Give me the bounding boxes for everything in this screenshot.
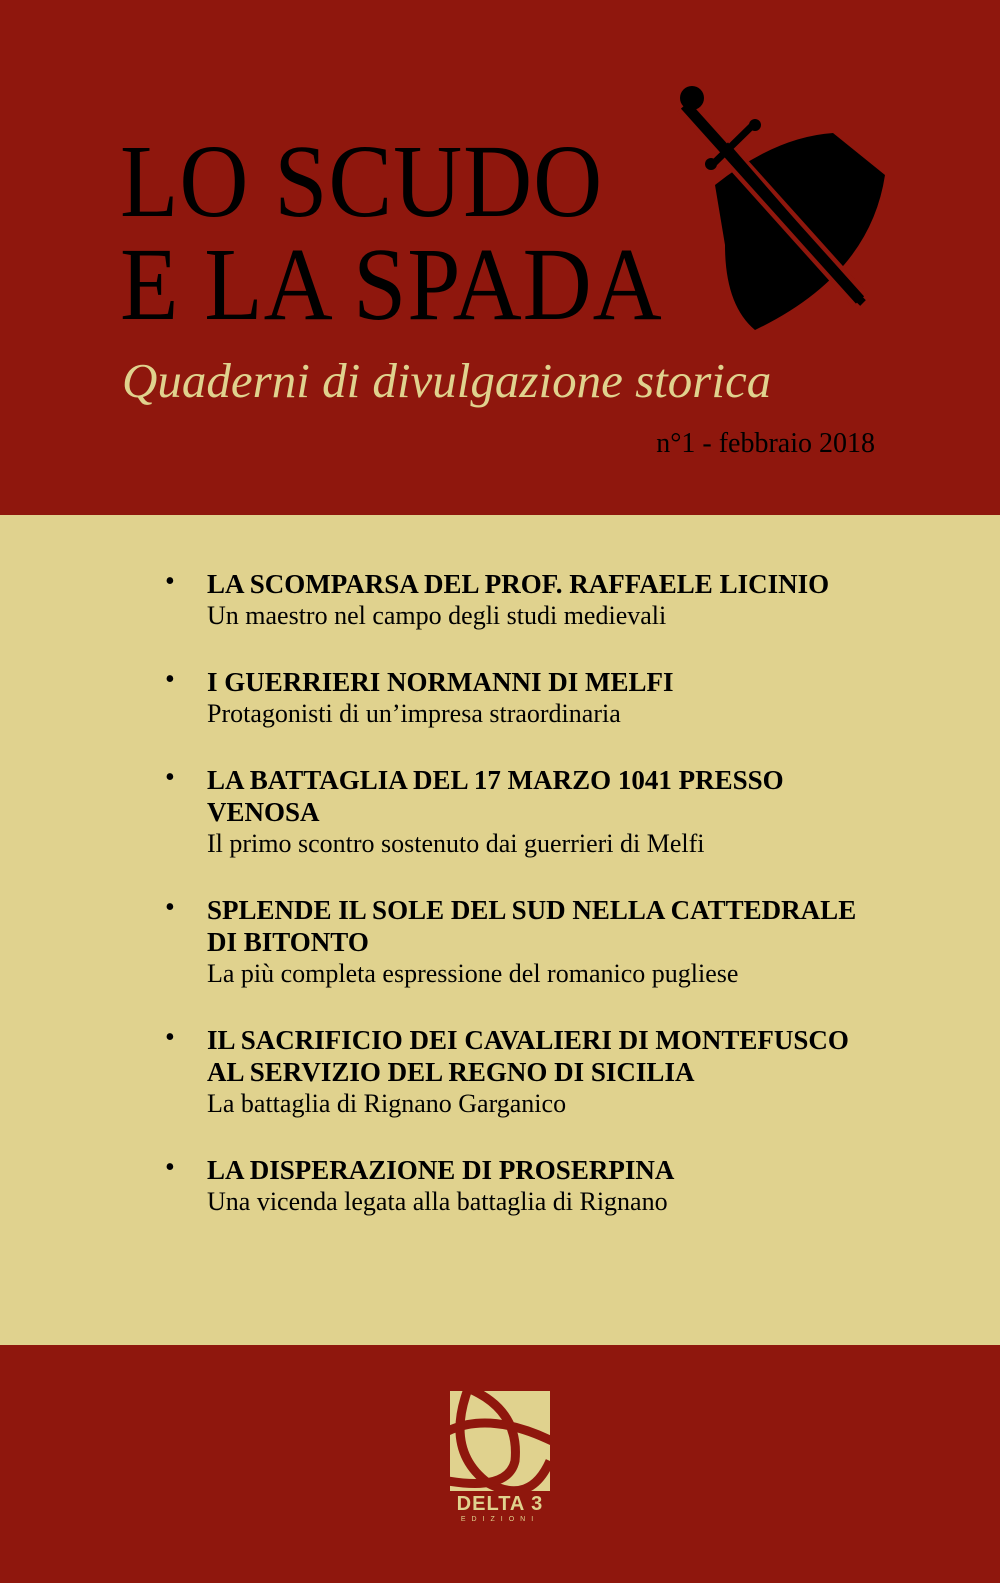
article-title: LA SCOMPARSA DEL PROF. RAFFAELE LICINIO	[207, 569, 830, 599]
article-subtitle: La più completa espressione del romanico pugliese	[207, 959, 739, 988]
list-item	[165, 1154, 865, 1218]
article-title: SPLENDE IL SOLE DEL SUD NELLA CATTEDRALE DI BITONTO	[207, 895, 857, 957]
publisher-tagline: EDIZIONI	[460, 1516, 540, 1523]
article-subtitle: La battaglia di Rignano Garganico	[207, 1089, 567, 1118]
publisher-name: DELTA 3	[456, 1493, 544, 1515]
subtitle: Quaderni di divulgazione storica	[122, 353, 772, 408]
header-band	[0, 0, 1000, 515]
contents-list	[165, 568, 865, 1252]
article-subtitle: Una vicenda legata alla battaglia di Rignano	[207, 1187, 668, 1216]
publisher-logo-icon	[450, 1391, 550, 1491]
article-subtitle: Il primo scontro sostenuto dai guerrieri di Melfi	[207, 829, 705, 858]
bullet: •	[165, 892, 175, 923]
list-item	[165, 1024, 865, 1120]
list-item	[165, 568, 865, 632]
article-subtitle: Protagonisti di un’impresa straordinaria	[207, 699, 621, 728]
bullet: •	[165, 1152, 175, 1183]
title-line-2: E LA SPADA	[120, 227, 663, 342]
issue-date: n°1 - febbraio 2018	[656, 428, 875, 459]
bullet: •	[165, 566, 175, 597]
title-line-1: LO SCUDO	[120, 124, 604, 239]
shield-and-sword-icon	[655, 75, 885, 335]
article-title: LA BATTAGLIA DEL 17 MARZO 1041 PRESSO VENOSA	[207, 765, 784, 827]
list-item	[165, 666, 865, 730]
list-item	[165, 764, 865, 860]
bullet: •	[165, 664, 175, 695]
article-subtitle: Un maestro nel campo degli studi medievali	[207, 601, 667, 630]
article-title: I GUERRIERI NORMANNI DI MELFI	[207, 667, 674, 697]
bullet: •	[165, 1022, 175, 1053]
article-title: LA DISPERAZIONE DI PROSERPINA	[207, 1155, 675, 1185]
list-item	[165, 894, 865, 990]
bullet: •	[165, 762, 175, 793]
article-title: IL SACRIFICIO DEI CAVALIERI DI MONTEFUSCO AL SERVIZIO DEL REGNO DI SICILIA	[207, 1025, 849, 1087]
